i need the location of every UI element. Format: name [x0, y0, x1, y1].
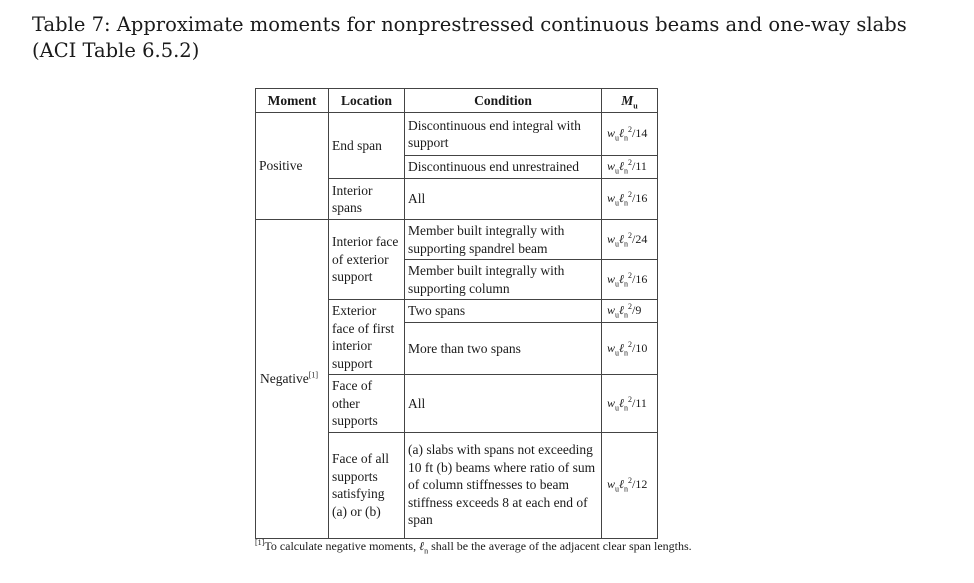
mu-value: $w_u\ell_n^2/11$ [607, 158, 647, 176]
table-row [256, 220, 658, 260]
mu-value: $w_u\ell_n^2/12$ [607, 476, 648, 494]
condition-cell: All [405, 375, 602, 433]
location-interior-face: Interior face of exterior support [329, 220, 405, 300]
header-moment: Moment [256, 89, 329, 113]
negative-label: Negative [260, 371, 309, 386]
mu-value: $w_u\ell_n^2/14$ [607, 125, 648, 143]
mu-value: $w_u\ell_n^2/10$ [607, 339, 648, 358]
header-condition: Condition [405, 89, 602, 113]
negative-note-mark: [1] [308, 370, 319, 380]
condition-cell: Discontinuous end integral with support [405, 113, 602, 156]
footnote-text-after: shall be the average of the adjacent clear span lengths. [428, 539, 692, 553]
header-mu-subscript: u [633, 101, 638, 111]
table-row [256, 113, 658, 156]
mu-value: $w_u\ell_n^2/11$ [607, 394, 647, 412]
table-caption: Table 7: Approximate moments for nonprestressed continuous beams and one-way slabs (ACI Table 6.5.2) [32, 13, 907, 62]
location-other-supports: Face of other supports [329, 375, 405, 433]
mu-cell [602, 322, 658, 374]
mu-cell [602, 375, 658, 433]
header-location: Location [329, 89, 405, 113]
mu-cell [602, 220, 658, 260]
mu-value: $w_u\ell_n^2/9$ [607, 302, 642, 320]
mu-cell [602, 432, 658, 538]
table-footnote [255, 538, 695, 554]
mu-value: $w_u\ell_n^2/24$ [607, 230, 648, 249]
location-exterior-face: Exterior face of first interior support [329, 300, 405, 375]
moments-table [255, 88, 658, 539]
moment-negative [256, 220, 329, 539]
footnote-mark: [1] [255, 538, 265, 547]
mu-cell [602, 113, 658, 156]
condition-cell: More than two spans [405, 322, 602, 374]
condition-cell: Member built integrally with supporting column [405, 260, 602, 300]
header-mu-symbol: M [621, 92, 634, 108]
mu-cell [602, 260, 658, 300]
footnote-text-before: To calculate negative moments, [264, 539, 420, 553]
condition-cell: Member built integrally with supporting spandrel beam [405, 220, 602, 260]
moment-positive: Positive [256, 113, 329, 220]
mu-cell [602, 156, 658, 179]
header-row [256, 89, 658, 113]
mu-value: $w_u\ell_n^2/16$ [607, 270, 648, 289]
condition-cell: (a) slabs with spans not exceeding 10 ft (b) beams where ratio of sum of column stiffnesses to beam stiffness exceeds 8 at each end of span [405, 432, 602, 538]
header-mu [602, 89, 658, 113]
mu-cell [602, 179, 658, 220]
location-interior-spans: Interior spans [329, 179, 405, 220]
location-all-supports: Face of all supports satisfying (a) or (b) [329, 432, 405, 538]
mu-value: $w_u\ell_n^2/16$ [607, 190, 648, 208]
location-end-span: End span [329, 113, 405, 179]
footnote-symbol: ℓ [419, 539, 425, 553]
mu-cell [602, 300, 658, 323]
footnote-symbol-sub: n [424, 546, 429, 556]
condition-cell: All [405, 179, 602, 220]
condition-cell: Discontinuous end unrestrained [405, 156, 602, 179]
condition-cell: Two spans [405, 300, 602, 323]
